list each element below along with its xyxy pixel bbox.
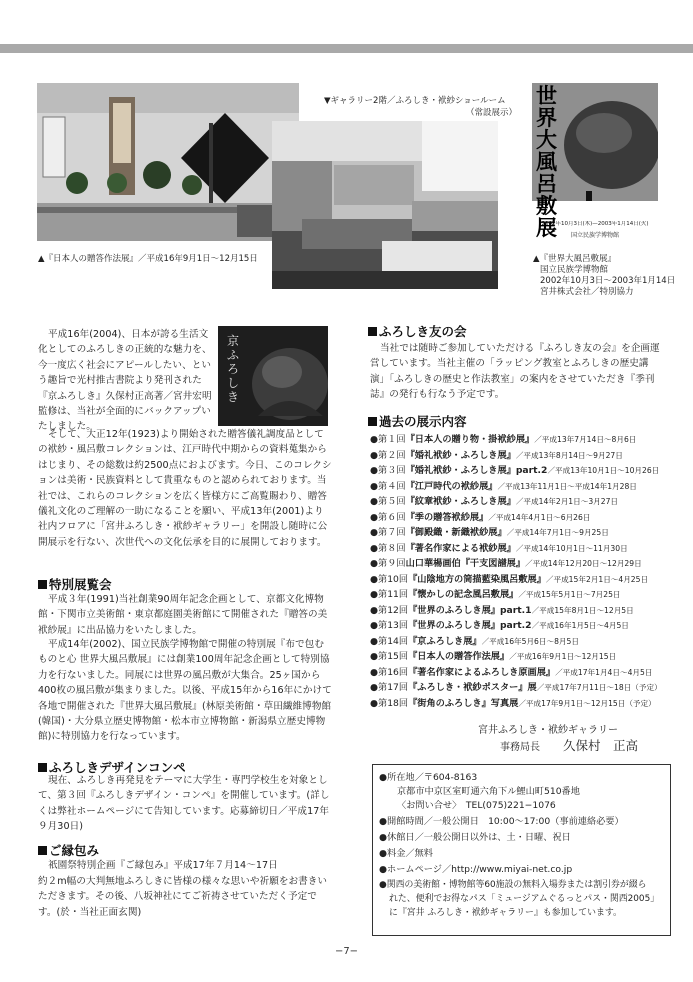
square-icon <box>38 580 47 589</box>
list-item: ●第５回『紋章袱紗・ふろしき展』／平成14年2月1日〜3月27日 <box>370 496 619 507</box>
closed-days: ●休館日／一般公開日以外は、土・日曜、祝日 <box>379 832 571 843</box>
friends-paragraph: 当社では随時ご参加していただける『ふろしき友の会』を企画運営しています。当社主催の「ラッピング教室とふろしきの歴史講演」「ふろしきの歴史と作法教室」の案内をさせていただき『季刊誌』の発行も行なう予定です。 <box>370 343 660 401</box>
book-cover-image <box>218 326 328 426</box>
poster-title: 世界大風呂敷展 <box>536 83 557 240</box>
square-icon <box>368 417 377 426</box>
address-label: ●所在地／〒604-8163 <box>379 772 478 783</box>
exhibit-photo <box>37 83 299 241</box>
special-heading: 特別展覧会 <box>38 575 112 593</box>
admission-fee: ●料金／無料 <box>379 848 433 859</box>
museum-pass-note-3: に『宮井 ふろしき・袱紗ギャラリー』も参加しています。 <box>389 908 622 918</box>
signature-name: 久保村 正高 <box>563 738 639 753</box>
past-heading: 過去の展示内容 <box>368 412 467 430</box>
list-item: ●第15回『日本人の贈答作法展』／平成16年9月1日〜12月15日 <box>370 651 617 662</box>
contest-heading: ふろしきデザインコンペ <box>38 758 186 776</box>
list-item: ●第４回『江戸時代の袱紗展』／平成13年11月1日〜平成14年1月28日 <box>370 480 637 492</box>
contest-paragraph: 現在、ふろしき再発見をテーマに大学生・専門学校生を対象として、第３回『ふろしきデザイン・コンペ』を開催しています。(詳しくは弊社ホームページにて告知しています。応募締切日／平成17年９月30日) <box>38 775 330 833</box>
intro-paragraph-2: そして、大正12年(1923)より開始された贈答儀礼調度品としての袱紗・風呂敷コレクションは、江戸時代中期からの資料蒐集からはじまり、その総数は約2500点におよびます。今日、このコレクションは美術・民族資料として貴重なものと認められております。当社では、これらのコレクションを広く皆様方にご高覧賜わり、贈答儀礼文化のご理解の一助になることを願い、平成13年(2001)より社内フロアに「宮井ふろしき・袱紗ギャラリー」を開設し随時に公開展示を行ない、次世代への文化伝承を目的に展開しております。 <box>38 429 332 548</box>
goen-heading: ご縁包み <box>38 841 99 859</box>
list-item: ●第10回『山陰地方の筒描藍染風呂敷展』／平成15年2月1日〜4月25日 <box>370 573 649 585</box>
friends-heading: ふろしき友の会 <box>368 322 467 340</box>
museum-pass-note-2: れた、便利でお得なパス「ミュージアムぐるっとパス・関西2005」 <box>389 894 660 904</box>
poster-org: 国立民族学博物館 <box>570 232 619 239</box>
list-item: ●第14回『京ふろしき展』／平成16年5月6日〜8月5日 <box>370 635 579 647</box>
page-number: −7− <box>334 946 359 957</box>
intro-paragraph-1: 平成16年(2004)、日本が誇る生活文化としてのふろしきの正統的な魅力を、今一度広く社会にアピールしたい、という趣旨で光村推古書院より発刊された『京ふろしき』久保村正高著／宮井宏明監修は、当社が全面的にバックアップいたしました。 <box>38 329 212 433</box>
gallery-photo <box>272 121 498 289</box>
exhibit-caption: ▲『日本人の贈答作法展』／平成16年9月1日〜12月15日 <box>38 254 258 264</box>
list-item: ●第16回『著名作家によるふろしき原画展』／平成17年1月4日〜4月5日 <box>370 666 653 678</box>
homepage-link[interactable]: ●ホームページ／http://www.miyai-net.co.jp <box>379 864 573 875</box>
special-paragraph-1: 平成３年(1991)当社創業90周年記念企画として、京都文化博物館・下関市立美術館・東京都庭園美術館にて開催された『贈答の美袱紗展』に出品協力をいたしました。 <box>38 594 328 636</box>
list-item: ●第11回『懐かしの記念風呂敷展』／平成15年5月1日〜7月25日 <box>370 589 621 600</box>
signature-role: 事務局長 <box>500 742 540 753</box>
list-item: ●第６回『季の贈答袱紗展』／平成14年4月1日〜6月26日 <box>370 511 591 523</box>
goen-paragraph-1: 祇園祭特別企画『ご縁包み』平成17年７月14〜17日 <box>48 860 278 871</box>
list-item: ●第17回『ふろしき・袱紗ポスター』展／平成17年7月11日〜18日（予定） <box>370 682 662 693</box>
list-item: ●第３回『婚礼袱紗・ふろしき展』part.2／平成13年10月1日〜10月26日 <box>370 465 660 476</box>
address: 京都市中京区室町通六角下ル鯉山町510番地 <box>397 786 580 797</box>
museum-pass-note-1: ●関西の美術館・博物館等60施設の無料入場券または割引券が綴ら <box>379 880 647 890</box>
goen-paragraph-2: 約２m幅の大判無地ふろしきに皆様の様々な思いや祈願をお書きいただきます。その後、八坂神社にてご祈祷させていただく予定です。(於・当社正面玄関) <box>38 876 328 918</box>
list-item: ●第７回『御殿織・新織袱紗展』／平成14年7月1日〜9月25日 <box>370 527 609 538</box>
list-item: ●第18回『街角のふろしき』写真展／平成17年9月1日〜12月15日（予定） <box>370 697 656 709</box>
top-bar <box>0 44 693 53</box>
signature-org: 宮井ふろしき・袱紗ギャラリー <box>478 725 618 736</box>
contact-phone: 〈お問い合せ〉 TEL(075)221−1076 <box>397 800 556 811</box>
poster-caption-credit: 宮井株式会社／特別協力 <box>540 287 634 297</box>
poster-caption-title: ▲『世界大風呂敷展』 <box>533 254 617 264</box>
poster-image <box>532 83 658 250</box>
list-item: ●第12回『世界のふろしき展』part.1／平成15年8月1日〜12月5日 <box>370 604 634 616</box>
past-exhibitions-list <box>370 432 670 711</box>
gallery-caption: ▼ギャラリー2階／ふろしき・袱紗ショールーム <box>324 96 506 106</box>
opening-hours: ●開館時間／一般公開日 10:00〜17:00（事前連絡必要） <box>379 816 624 827</box>
square-icon <box>38 846 47 855</box>
info-box <box>372 764 671 936</box>
gallery-caption-sub: （常設展示） <box>466 108 518 118</box>
poster-dates: 2002年10月3日(木)—2003年1月14日(火) <box>541 221 649 227</box>
list-item: ●第２回『婚礼袱紗・ふろしき展』／平成13年8月14日〜9月27日 <box>370 449 623 461</box>
square-icon <box>368 327 377 336</box>
list-item: ●第１回『日本人の贈り物・掛袱紗展』／平成13年7月14日〜8月6日 <box>370 434 637 445</box>
book-title: 京ふろしき <box>227 334 240 404</box>
poster-caption-dates: 2002年10月3日〜2003年1月14日 <box>540 276 676 286</box>
special-paragraph-2: 平成14年(2002)、国立民族学博物館で開催の特別展『布で包むものと心 世界大風呂敷展』には創業100周年記念企画として特別協力を行ないました。同展には世界の風呂敷が大集合。25ヶ国から400枚の風呂敷が集まりました。以後、平成15年から16年にかけて各地で開催された『世界大風呂敷展』(林原美術館・草田繊維博物館(韓国)・大分県立歴史博物館・松本市立博物館・新潟県立歴史博物館)に特別協力を行なっています。 <box>38 639 332 743</box>
list-item: ●第８回『著名作家による袱紗展』／平成14年10月1日〜11月30日 <box>370 542 628 554</box>
list-item: ●第13回『世界のふろしき展』part.2／平成16年1月5日〜4月5日 <box>370 620 629 631</box>
poster-caption-venue: 国立民族学博物館 <box>540 265 609 275</box>
list-item: ●第９回山口華楊画伯『干支図譜展』／平成14年12月20日〜12月29日 <box>370 558 642 569</box>
square-icon <box>38 763 47 772</box>
